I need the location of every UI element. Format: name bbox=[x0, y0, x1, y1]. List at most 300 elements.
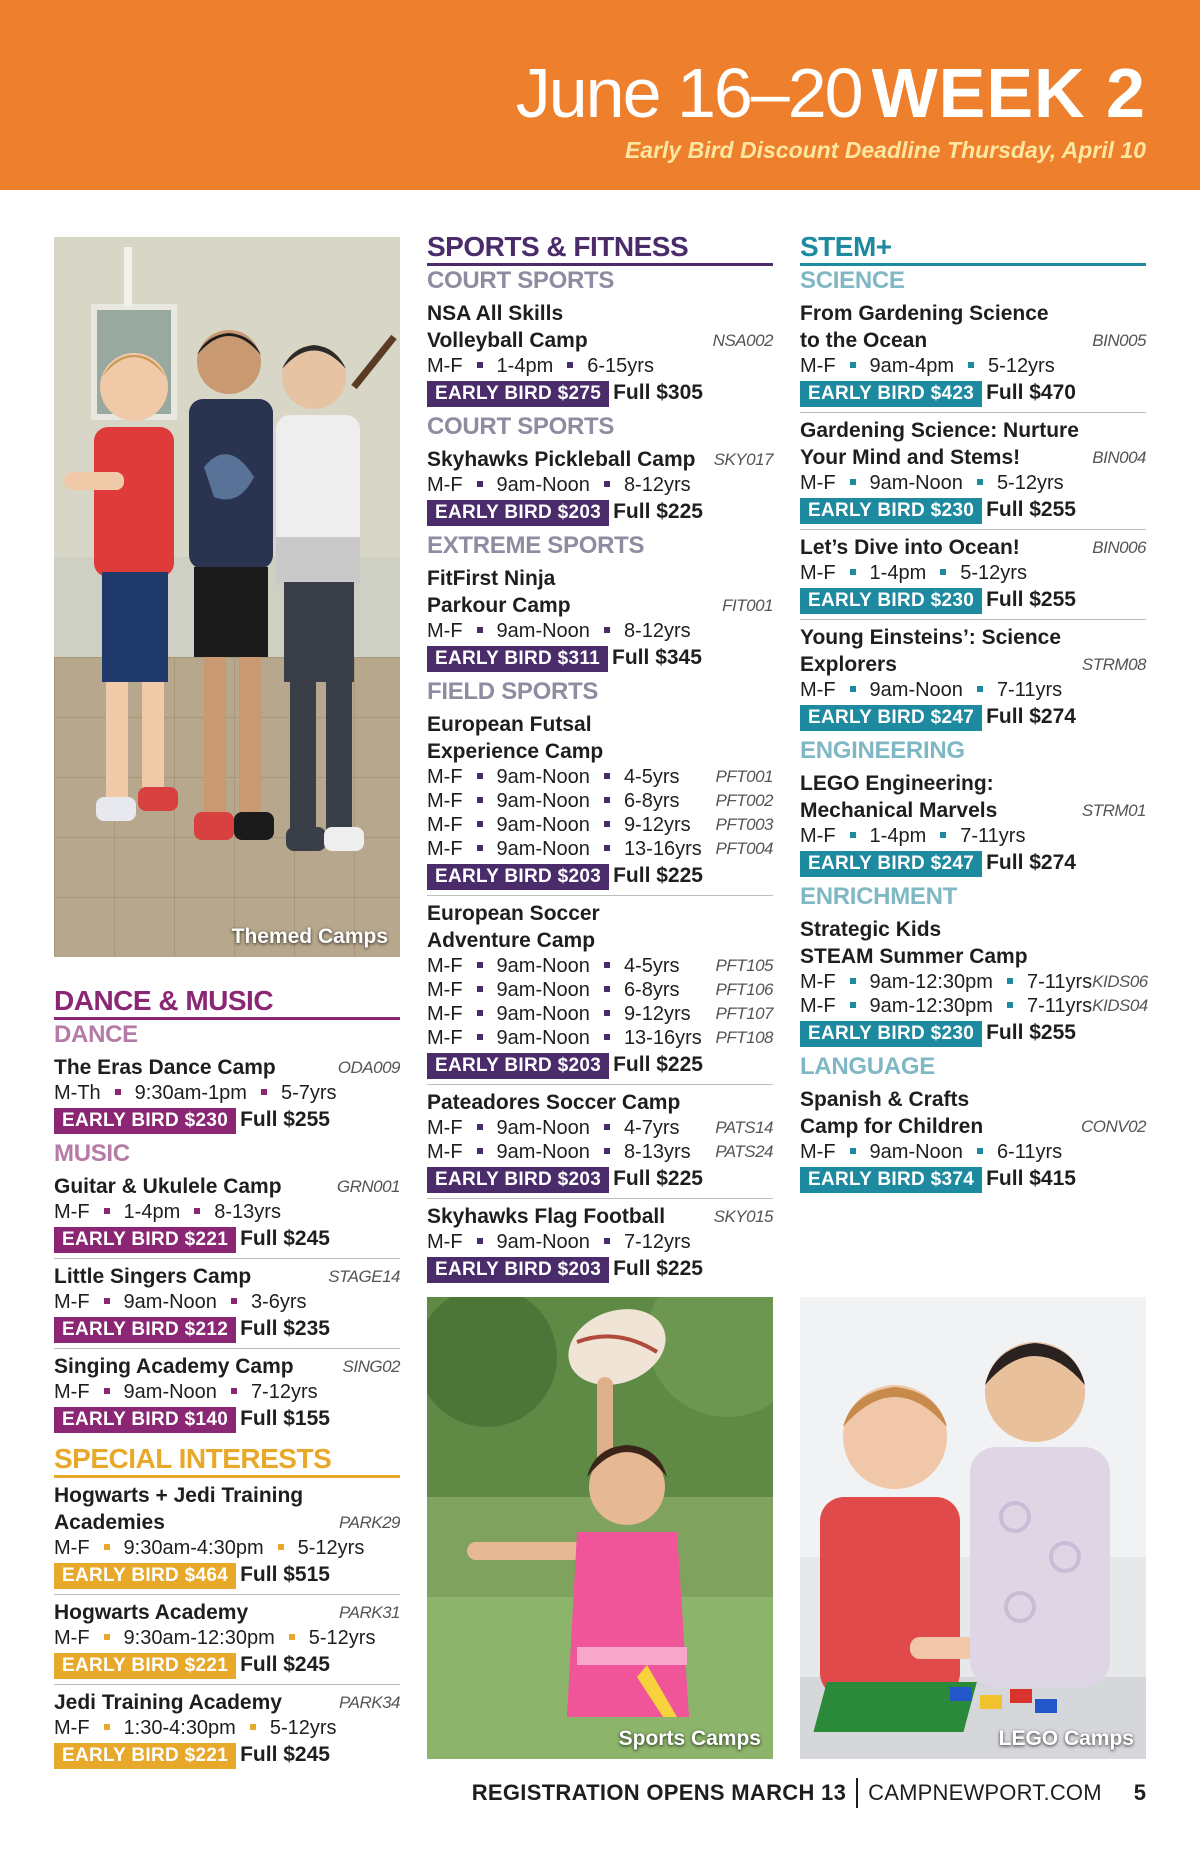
camp-name-row bbox=[800, 624, 1146, 678]
session-time: 9am-Noon bbox=[496, 955, 590, 977]
early-bird-label: EARLY BIRD $203 bbox=[435, 1055, 602, 1076]
camp-name: From Gardening Science to the Ocean bbox=[800, 302, 1049, 352]
session-ages: 6-15yrs bbox=[587, 355, 654, 377]
early-bird-price bbox=[427, 381, 609, 407]
camp-name: Let’s Dive into Ocean! bbox=[800, 536, 1020, 559]
page-footer bbox=[472, 1778, 1146, 1808]
special-interests-title: SPECIAL INTERESTS bbox=[54, 1444, 400, 1478]
full-price: Full $345 bbox=[612, 646, 702, 669]
full-price: Full $235 bbox=[240, 1317, 330, 1340]
session-ages: 6-11yrs bbox=[996, 1141, 1063, 1163]
camp-listing bbox=[427, 1085, 773, 1199]
camp-listing bbox=[800, 912, 1146, 1052]
dance-music-section bbox=[54, 986, 400, 1438]
session-details bbox=[427, 354, 654, 378]
bullet-icon bbox=[940, 832, 946, 838]
session-ages: 8-12yrs bbox=[623, 620, 691, 642]
stem-title: STEM+ bbox=[800, 232, 1146, 266]
registration-notice: REGISTRATION OPENS MARCH 13 bbox=[471, 1780, 847, 1805]
price-row bbox=[800, 850, 1146, 877]
session-ages: 4-5yrs bbox=[623, 766, 680, 788]
early-bird-label: EARLY BIRD $230 bbox=[808, 1023, 975, 1044]
bullet-icon bbox=[850, 1148, 856, 1154]
bullet-icon bbox=[604, 821, 610, 827]
camp-name: European Futsal Experience Camp bbox=[427, 713, 604, 763]
session-row bbox=[54, 1626, 400, 1650]
camp-listing bbox=[427, 442, 773, 531]
camp-name-row bbox=[427, 300, 773, 354]
camp-name: The Eras Dance Camp bbox=[54, 1056, 276, 1079]
session-time: 9:30am-12:30pm bbox=[123, 1627, 275, 1649]
bullet-icon bbox=[477, 481, 483, 487]
bullet-icon bbox=[477, 627, 483, 633]
camp-name: Pateadores Soccer Camp bbox=[427, 1091, 681, 1114]
early-bird-label: EARLY BIRD $247 bbox=[808, 707, 975, 728]
full-price: Full $255 bbox=[986, 588, 1076, 611]
session-row bbox=[800, 994, 1146, 1018]
price-row bbox=[427, 645, 773, 672]
price-row bbox=[427, 1166, 773, 1193]
early-bird-price bbox=[800, 381, 982, 407]
session-ages: 5-7yrs bbox=[280, 1082, 337, 1104]
session-days: M-F bbox=[427, 474, 463, 496]
session-time: 9am-Noon bbox=[496, 766, 590, 788]
category-heading: DANCE bbox=[54, 1021, 138, 1048]
bullet-icon bbox=[850, 569, 856, 575]
course-code: STRM08 bbox=[1081, 655, 1146, 674]
camp-name-row bbox=[54, 1263, 400, 1290]
camp-listing bbox=[800, 1082, 1146, 1198]
session-days: M-F bbox=[800, 971, 836, 993]
special-interests-section bbox=[54, 1444, 400, 1774]
bullet-icon bbox=[977, 479, 983, 485]
session-row bbox=[427, 1140, 773, 1164]
camp-listing bbox=[427, 561, 773, 677]
session-row bbox=[54, 1716, 400, 1740]
bullet-icon bbox=[104, 1544, 110, 1550]
camp-name: Little Singers Camp bbox=[54, 1265, 252, 1288]
early-bird-price bbox=[54, 1563, 236, 1589]
camp-name: Hogwarts Academy bbox=[54, 1601, 249, 1624]
camp-name-row bbox=[800, 1086, 1146, 1140]
price-row bbox=[800, 380, 1146, 407]
session-ages: 4-5yrs bbox=[623, 955, 680, 977]
camp-listing bbox=[54, 1259, 400, 1349]
session-ages: 5-12yrs bbox=[960, 562, 1027, 584]
camp-name-row bbox=[54, 1689, 400, 1716]
bullet-icon bbox=[604, 773, 610, 779]
full-price: Full $225 bbox=[613, 1167, 703, 1190]
camp-name: European Soccer Adventure Camp bbox=[427, 902, 600, 952]
early-bird-price bbox=[800, 588, 982, 614]
full-price: Full $225 bbox=[613, 500, 703, 523]
bullet-icon bbox=[477, 1124, 483, 1130]
session-days: M-F bbox=[800, 995, 836, 1017]
session-time: 9am-12:30pm bbox=[869, 971, 993, 993]
course-code: PATS14 bbox=[715, 1118, 773, 1137]
session-row bbox=[427, 354, 773, 378]
early-bird-price bbox=[800, 1167, 982, 1193]
full-price: Full $274 bbox=[986, 705, 1076, 728]
camp-name-row bbox=[54, 1599, 400, 1626]
camp-name: Skyhawks Flag Football bbox=[427, 1205, 666, 1228]
category-heading: COURT SPORTS bbox=[427, 413, 615, 440]
early-bird-label: EARLY BIRD $311 bbox=[435, 648, 601, 669]
early-bird-deadline: Early Bird Discount Deadline Thursday, April 10 bbox=[624, 137, 1146, 163]
course-code: PFT106 bbox=[715, 980, 773, 999]
bullet-icon bbox=[604, 481, 610, 487]
price-row bbox=[800, 497, 1146, 524]
course-code: CONV02 bbox=[1080, 1117, 1146, 1136]
session-time: 9am-Noon bbox=[496, 1141, 590, 1163]
camp-name: Strategic Kids STEAM Summer Camp bbox=[800, 918, 1028, 968]
full-price: Full $415 bbox=[986, 1167, 1076, 1190]
website-link[interactable]: CAMPNEWPORT.COM bbox=[868, 1780, 1102, 1805]
session-ages: 5-12yrs bbox=[297, 1537, 365, 1559]
camp-name-row bbox=[54, 1054, 400, 1081]
themed-camps-photo bbox=[54, 237, 400, 957]
early-bird-label: EARLY BIRD $221 bbox=[62, 1655, 229, 1676]
early-bird-price bbox=[54, 1227, 236, 1253]
camp-listing bbox=[427, 296, 773, 412]
session-details bbox=[427, 954, 680, 978]
course-code: PFT108 bbox=[715, 1028, 773, 1047]
camp-name: Young Einsteins’: Science Explorers bbox=[800, 626, 1062, 676]
camp-listing bbox=[54, 1349, 400, 1438]
course-code: PARK34 bbox=[339, 1693, 400, 1712]
bullet-icon bbox=[115, 1089, 121, 1095]
lego-camps-caption: LEGO Camps bbox=[998, 1727, 1134, 1750]
full-price: Full $255 bbox=[986, 498, 1076, 521]
session-details bbox=[427, 619, 691, 643]
session-days: M-F bbox=[427, 1027, 463, 1049]
course-code: PFT004 bbox=[715, 839, 773, 858]
early-bird-label: EARLY BIRD $247 bbox=[808, 853, 975, 874]
category-heading: MUSIC bbox=[54, 1140, 130, 1167]
bullet-icon bbox=[104, 1208, 110, 1214]
session-row bbox=[54, 1536, 400, 1560]
early-bird-label: EARLY BIRD $230 bbox=[808, 590, 975, 611]
early-bird-label: EARLY BIRD $230 bbox=[62, 1110, 229, 1131]
themed-camps-caption: Themed Camps bbox=[231, 925, 388, 948]
session-time: 9am-Noon bbox=[496, 838, 590, 860]
session-days: M-F bbox=[427, 1003, 463, 1025]
early-bird-price bbox=[54, 1317, 236, 1343]
early-bird-label: EARLY BIRD $374 bbox=[808, 1169, 975, 1190]
sports-fitness-content bbox=[427, 266, 773, 1288]
session-days: M-F bbox=[427, 814, 463, 836]
camp-name-row bbox=[54, 1173, 400, 1200]
session-details bbox=[54, 1290, 307, 1314]
session-time: 9am-Noon bbox=[496, 620, 590, 642]
bullet-icon bbox=[604, 797, 610, 803]
early-bird-label: EARLY BIRD $464 bbox=[62, 1565, 229, 1586]
lego-camps-illustration bbox=[800, 1297, 1146, 1759]
camp-name: NSA All Skills Volleyball Camp bbox=[427, 302, 588, 352]
session-days: M-F bbox=[54, 1537, 90, 1559]
session-time: 9am-Noon bbox=[496, 814, 590, 836]
early-bird-label: EARLY BIRD $221 bbox=[62, 1745, 229, 1766]
camp-listing bbox=[427, 707, 773, 896]
session-ages: 8-12yrs bbox=[623, 474, 691, 496]
session-ages: 4-7yrs bbox=[623, 1117, 680, 1139]
camp-name-row bbox=[800, 534, 1146, 561]
session-days: M-F bbox=[427, 838, 463, 860]
session-time: 9am-12:30pm bbox=[869, 995, 993, 1017]
full-price: Full $305 bbox=[613, 381, 703, 404]
session-days: M-F bbox=[427, 355, 463, 377]
session-ages: 13-16yrs bbox=[623, 1027, 702, 1049]
session-ages: 5-12yrs bbox=[269, 1717, 337, 1739]
sports-camps-caption: Sports Camps bbox=[618, 1727, 761, 1750]
session-time: 9am-Noon bbox=[496, 1027, 590, 1049]
session-ages: 5-12yrs bbox=[308, 1627, 376, 1649]
category-heading: ENRICHMENT bbox=[800, 883, 957, 910]
session-row bbox=[800, 471, 1146, 495]
camp-listing bbox=[800, 413, 1146, 530]
session-ages: 9-12yrs bbox=[623, 814, 691, 836]
session-days: M-F bbox=[427, 766, 463, 788]
session-details bbox=[427, 765, 680, 789]
price-row bbox=[800, 1166, 1146, 1193]
session-row bbox=[427, 473, 773, 497]
camp-name: LEGO Engineering: Mechanical Marvels bbox=[800, 772, 998, 822]
week-dates: June 16–20 bbox=[515, 54, 862, 132]
early-bird-price bbox=[427, 1257, 609, 1283]
themed-camps-illustration bbox=[54, 237, 400, 957]
course-code: PFT105 bbox=[715, 956, 773, 975]
price-row bbox=[427, 1052, 773, 1079]
bullet-icon bbox=[604, 627, 610, 633]
session-ages: 8-13yrs bbox=[214, 1201, 281, 1223]
session-details bbox=[427, 813, 691, 837]
session-details bbox=[427, 1116, 680, 1140]
bullet-icon bbox=[604, 845, 610, 851]
camp-listing bbox=[427, 1199, 773, 1288]
bullet-icon bbox=[477, 962, 483, 968]
session-details bbox=[427, 1230, 691, 1254]
session-days: M-F bbox=[54, 1201, 90, 1223]
price-row bbox=[54, 1742, 400, 1769]
session-time: 9am-4pm bbox=[869, 355, 955, 377]
session-row bbox=[427, 954, 773, 978]
bullet-icon bbox=[289, 1634, 295, 1640]
session-days: M-F bbox=[427, 1231, 463, 1253]
bullet-icon bbox=[968, 362, 974, 368]
course-code: ODA009 bbox=[337, 1058, 400, 1077]
bullet-icon bbox=[477, 821, 483, 827]
course-code: KIDS06 bbox=[1092, 972, 1148, 991]
session-days: M-F bbox=[54, 1381, 90, 1403]
session-days: M-F bbox=[427, 955, 463, 977]
sports-camps-photo bbox=[427, 1297, 773, 1759]
footer-divider bbox=[856, 1778, 858, 1808]
lego-camps-photo bbox=[800, 1297, 1146, 1759]
course-code: PARK29 bbox=[339, 1513, 400, 1532]
session-ages: 7-11yrs bbox=[1026, 971, 1093, 993]
full-price: Full $255 bbox=[986, 1021, 1076, 1044]
session-details bbox=[800, 678, 1062, 702]
category-heading: COURT SPORTS bbox=[427, 267, 615, 294]
early-bird-price bbox=[54, 1108, 236, 1134]
early-bird-label: EARLY BIRD $423 bbox=[808, 383, 975, 404]
camp-name-row bbox=[800, 770, 1146, 824]
price-row bbox=[800, 1020, 1146, 1047]
bullet-icon bbox=[604, 986, 610, 992]
session-days: M-F bbox=[427, 979, 463, 1001]
camp-name: Jedi Training Academy bbox=[54, 1691, 282, 1714]
bullet-icon bbox=[940, 569, 946, 575]
course-code: FIT001 bbox=[722, 596, 773, 615]
full-price: Full $515 bbox=[240, 1563, 330, 1586]
session-time: 1-4pm bbox=[496, 355, 554, 377]
stem-section bbox=[800, 232, 1146, 1198]
bullet-icon bbox=[194, 1208, 200, 1214]
bullet-icon bbox=[604, 1010, 610, 1016]
early-bird-price bbox=[800, 498, 982, 524]
early-bird-label: EARLY BIRD $275 bbox=[435, 383, 602, 404]
full-price: Full $225 bbox=[613, 1257, 703, 1280]
camp-name-row bbox=[427, 565, 773, 619]
full-price: Full $245 bbox=[240, 1743, 330, 1766]
session-days: M-F bbox=[427, 790, 463, 812]
session-details bbox=[54, 1081, 337, 1105]
session-days: M-F bbox=[800, 472, 836, 494]
dance-music-title: DANCE & MUSIC bbox=[54, 986, 400, 1020]
session-time: 9am-Noon bbox=[496, 474, 590, 496]
full-price: Full $274 bbox=[986, 851, 1076, 874]
course-code: GRN001 bbox=[336, 1177, 400, 1196]
bullet-icon bbox=[477, 1034, 483, 1040]
session-days: M-F bbox=[800, 562, 836, 584]
category-heading: EXTREME SPORTS bbox=[427, 532, 645, 559]
session-row bbox=[427, 1230, 773, 1254]
session-time: 9am-Noon bbox=[496, 1117, 590, 1139]
dance-music-content bbox=[54, 1020, 400, 1438]
session-days: M-F bbox=[427, 620, 463, 642]
session-details bbox=[800, 994, 1092, 1018]
early-bird-label: EARLY BIRD $203 bbox=[435, 1259, 602, 1280]
full-price: Full $470 bbox=[986, 381, 1076, 404]
session-days: M-F bbox=[800, 825, 836, 847]
bullet-icon bbox=[231, 1388, 237, 1394]
camp-listing bbox=[54, 1169, 400, 1259]
session-details bbox=[800, 471, 1064, 495]
course-code: PFT107 bbox=[715, 1004, 773, 1023]
camp-name-row bbox=[800, 916, 1146, 970]
course-code: SKY015 bbox=[713, 1207, 773, 1226]
bullet-icon bbox=[104, 1634, 110, 1640]
early-bird-label: EARLY BIRD $203 bbox=[435, 1169, 602, 1190]
camp-name: Skyhawks Pickleball Camp bbox=[427, 448, 696, 471]
session-days: M-F bbox=[54, 1717, 90, 1739]
session-ages: 6-8yrs bbox=[623, 790, 680, 812]
course-code: PFT002 bbox=[715, 791, 773, 810]
session-row bbox=[54, 1380, 400, 1404]
camp-name-row bbox=[427, 446, 773, 473]
bullet-icon bbox=[567, 362, 573, 368]
session-row bbox=[427, 619, 773, 643]
camp-name-row bbox=[800, 417, 1146, 471]
early-bird-label: EARLY BIRD $203 bbox=[435, 502, 602, 523]
early-bird-label: EARLY BIRD $221 bbox=[62, 1229, 229, 1250]
session-time: 9am-Noon bbox=[123, 1291, 217, 1313]
session-days: M-F bbox=[54, 1627, 90, 1649]
bullet-icon bbox=[604, 1124, 610, 1130]
camp-listing bbox=[800, 530, 1146, 620]
session-time: 1-4pm bbox=[869, 562, 927, 584]
price-row bbox=[427, 863, 773, 890]
session-details bbox=[800, 1140, 1062, 1164]
price-row bbox=[54, 1316, 400, 1343]
stem-content bbox=[800, 266, 1146, 1198]
page-number: 5 bbox=[1133, 1780, 1146, 1805]
bullet-icon bbox=[850, 362, 856, 368]
bullet-icon bbox=[477, 1148, 483, 1154]
session-details bbox=[427, 473, 691, 497]
camp-listing bbox=[54, 1050, 400, 1139]
bullet-icon bbox=[977, 1148, 983, 1154]
bullet-icon bbox=[231, 1298, 237, 1304]
session-ages: 7-11yrs bbox=[960, 825, 1026, 847]
full-price: Full $255 bbox=[240, 1108, 330, 1131]
session-details bbox=[427, 837, 702, 861]
early-bird-label: EARLY BIRD $230 bbox=[808, 500, 975, 521]
session-time: 1:30-4:30pm bbox=[123, 1717, 236, 1739]
full-price: Full $155 bbox=[240, 1407, 330, 1430]
session-days: M-F bbox=[427, 1141, 463, 1163]
session-details bbox=[54, 1716, 337, 1740]
price-row bbox=[427, 380, 773, 407]
full-price: Full $245 bbox=[240, 1227, 330, 1250]
session-ages: 3-6yrs bbox=[250, 1291, 307, 1313]
session-time: 9:30am-4:30pm bbox=[123, 1537, 264, 1559]
bullet-icon bbox=[977, 686, 983, 692]
course-code: STRM01 bbox=[1081, 801, 1146, 820]
bullet-icon bbox=[261, 1089, 267, 1095]
course-code: BIN005 bbox=[1092, 331, 1146, 350]
camp-listing bbox=[800, 620, 1146, 736]
price-row bbox=[800, 704, 1146, 731]
price-row bbox=[54, 1226, 400, 1253]
camp-name-row bbox=[427, 1203, 773, 1230]
session-row bbox=[800, 970, 1146, 994]
session-details bbox=[54, 1380, 318, 1404]
course-code: STAGE14 bbox=[328, 1267, 400, 1286]
early-bird-price bbox=[54, 1407, 236, 1433]
week-number: WEEK 2 bbox=[871, 54, 1146, 132]
bullet-icon bbox=[850, 832, 856, 838]
session-row bbox=[427, 813, 773, 837]
camp-listing bbox=[54, 1478, 400, 1595]
price-row bbox=[54, 1107, 400, 1134]
early-bird-price bbox=[800, 705, 982, 731]
category-heading: FIELD SPORTS bbox=[427, 678, 599, 705]
session-ages: 7-12yrs bbox=[623, 1231, 691, 1253]
price-row bbox=[800, 587, 1146, 614]
bullet-icon bbox=[250, 1724, 256, 1730]
camp-listing bbox=[800, 296, 1146, 413]
session-time: 9am-Noon bbox=[869, 679, 963, 701]
session-ages: 13-16yrs bbox=[623, 838, 702, 860]
session-row bbox=[427, 789, 773, 813]
bullet-icon bbox=[477, 986, 483, 992]
early-bird-price bbox=[800, 1021, 982, 1047]
session-row bbox=[54, 1290, 400, 1314]
price-row bbox=[54, 1562, 400, 1589]
session-row bbox=[427, 837, 773, 861]
session-row bbox=[54, 1081, 400, 1105]
